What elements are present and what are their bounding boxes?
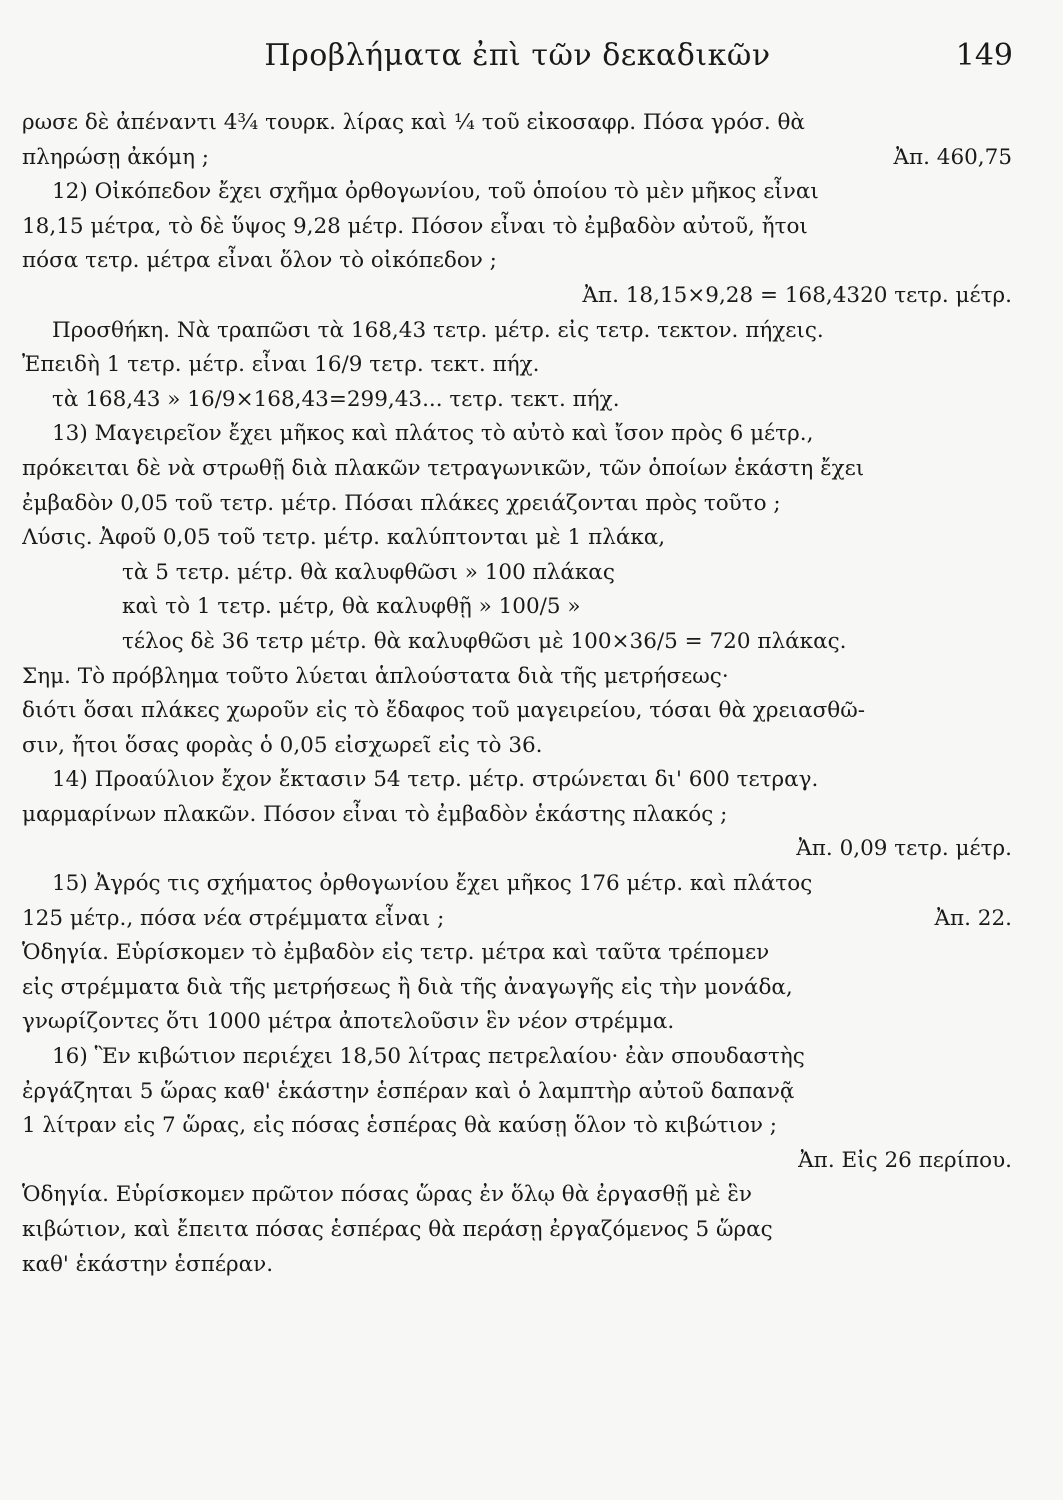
text-line	[22, 1075, 1012, 1110]
text-line	[22, 729, 1012, 764]
answer-text: Ἀπ. 460,75	[893, 144, 1012, 170]
line-text: 13) Μαγειρεῖον ἔχει μῆκος καὶ πλάτος τὸ αὐτὸ καὶ ἴσον πρὸς 6 μέτρ.,	[52, 421, 814, 447]
text-line	[22, 660, 1012, 695]
text-line	[22, 175, 1012, 210]
line-text: Ἀπ. 18,15×9,28 = 168,4320 τετρ. μέτρ.	[582, 282, 1012, 308]
line-text: Ἐπειδὴ 1 τετρ. μέτρ. εἶναι 16/9 τετρ. τεκτ. πήχ.	[22, 352, 540, 378]
text-line	[22, 1005, 1012, 1040]
line-text: γνωρίζοντες ὅτι 1000 μέτρα ἀποτελοῦσιν ἓν νέον στρέμμα.	[22, 1009, 675, 1035]
answer-text: Ἀπ. 22.	[934, 905, 1012, 931]
line-text: πληρώσῃ ἀκόμη ;	[22, 144, 210, 170]
line-text: καθ' ἑκάστην ἑσπέραν.	[22, 1251, 274, 1277]
text-line	[22, 1248, 1012, 1283]
page-number: 149	[955, 38, 1013, 73]
line-text: 1 λίτραν εἰς 7 ὥρας, εἰς πόσας ἑσπέρας θὰ καύσῃ ὅλον τὸ κιβώτιον ;	[22, 1113, 778, 1139]
text-line	[22, 832, 1012, 867]
page-header	[22, 38, 1013, 78]
line-text: 15) Ἀγρός τις σχήματος ὀρθογωνίου ἔχει μῆκος 176 μέτρ. καὶ πλάτος	[52, 871, 813, 897]
text-line	[22, 279, 1012, 314]
line-text: Λύσις. Ἀφοῦ 0,05 τοῦ τετρ. μέτρ. καλύπτονται μὲ 1 πλάκα,	[22, 525, 666, 551]
line-text: μαρμαρίνων πλακῶν. Πόσον εἶναι τὸ ἐμβαδὸν ἑκάστης πλακός ;	[22, 801, 728, 827]
line-text: Ὁδηγία. Εὑρίσκομεν τὸ ἐμβαδὸν εἰς τετρ. μέτρα καὶ ταῦτα τρέπομεν	[22, 940, 770, 966]
line-text: Ἀπ. 0,09 τετρ. μέτρ.	[796, 836, 1012, 862]
line-text: πρόκειται δὲ νὰ στρωθῇ διὰ πλακῶν τετραγωνικῶν, τῶν ὁποίων ἑκάστη ἔχει	[22, 455, 865, 481]
text-line	[22, 1040, 1012, 1075]
line-text: 18,15 μέτρα, τὸ δὲ ὕψος 9,28 μέτρ. Πόσον εἶναι τὸ ἐμβαδὸν αὐτοῦ, ἤτοι	[22, 213, 808, 239]
line-text: ρωσε δὲ ἀπέναντι 4¾ τουρκ. λίρας καὶ ¼ τοῦ εἰκοσαφρ. Πόσα γρόσ. θὰ	[22, 110, 805, 135]
line-text: εἰς στρέμματα διὰ τῆς μετρήσεως ἢ διὰ τῆς ἀναγωγῆς εἰς τὴν μονάδα,	[22, 974, 793, 1000]
line-text: Σημ. Τὸ πρόβλημα τοῦτο λύεται ἁπλούστατα διὰ τῆς μετρήσεως·	[22, 663, 729, 689]
line-text: 12) Οἰκόπεδον ἔχει σχῆμα ὀρθογωνίου, τοῦ ὁποίου τὸ μὲν μῆκος εἶναι	[52, 179, 819, 205]
text-line	[22, 141, 1012, 176]
text-line	[22, 763, 1012, 798]
text-line	[22, 867, 1012, 902]
line-text: 14) Προαύλιον ἔχον ἔκτασιν 54 τετρ. μέτρ. στρώνεται δι' 600 τετραγ.	[52, 767, 819, 793]
text-line	[22, 383, 1012, 418]
line-text: ἐργάζηται 5 ὥρας καθ' ἑκάστην ἑσπέραν καὶ ὁ λαμπτὴρ αὐτοῦ δαπανᾷ	[22, 1078, 795, 1104]
text-line	[22, 694, 1012, 729]
line-text: κιβώτιον, καὶ ἔπειτα πόσας ἑσπέρας θὰ περάσῃ ἐργαζόμενος 5 ὥρας	[22, 1217, 773, 1242]
text-line	[22, 521, 1012, 556]
line-text: τὰ 168,43 » 16/9×168,43=299,43... τετρ. τεκτ. πήχ.	[52, 386, 620, 412]
text-line	[22, 798, 1012, 833]
text-line	[22, 625, 1012, 660]
line-text: Ἀπ. Εἰς 26 περίπου.	[798, 1147, 1012, 1173]
line-text: πόσα τετρ. μέτρα εἶναι ὅλον τὸ οἰκόπεδον ;	[22, 248, 497, 274]
running-title: Προβλήματα ἐπὶ τῶν δεκαδικῶν	[264, 38, 771, 73]
text-line	[22, 210, 1012, 245]
text-line	[22, 971, 1012, 1006]
text-line	[22, 1178, 1012, 1213]
line-text: σιν, ἤτοι ὅσας φορὰς ὁ 0,05 εἰσχωρεῖ εἰς τὸ 36.	[22, 732, 543, 758]
text-line	[22, 452, 1012, 487]
text-line	[22, 902, 1012, 937]
text-line	[22, 556, 1012, 591]
line-text: 125 μέτρ., πόσα νέα στρέμματα εἶναι ;	[22, 905, 445, 931]
line-text: Ὁδηγία. Εὑρίσκομεν πρῶτον πόσας ὥρας ἐν ὅλῳ θὰ ἐργασθῇ μὲ ἓν	[22, 1182, 752, 1208]
text-line	[22, 487, 1012, 522]
line-text: ἐμβαδὸν 0,05 τοῦ τετρ. μέτρ. Πόσαι πλάκες χρειάζονται πρὸς τοῦτο ;	[22, 490, 781, 516]
line-text: 16) Ἓν κιβώτιον περιέχει 18,50 λίτρας πετρελαίου· ἐὰν σπουδαστὴς	[52, 1044, 805, 1070]
line-text: καὶ τὸ 1 τετρ. μέτρ, θὰ καλυφθῇ » 100/5 »	[122, 594, 581, 620]
line-text: τέλος δὲ 36 τετρ μέτρ. θὰ καλυφθῶσι μὲ 100×36/5 = 720 πλάκας.	[122, 628, 847, 654]
text-line	[22, 1213, 1012, 1248]
text-line	[22, 1144, 1012, 1179]
text-line	[22, 417, 1012, 452]
text-body	[22, 106, 1012, 1282]
line-text: Προσθήκη. Νὰ τραπῶσι τὰ 168,43 τετρ. μέτρ. εἰς τετρ. τεκτον. πήχεις.	[52, 317, 824, 343]
text-line	[22, 106, 1012, 141]
text-line	[22, 1109, 1012, 1144]
text-line	[22, 590, 1012, 625]
text-line	[22, 244, 1012, 279]
text-line	[22, 348, 1012, 383]
text-line	[22, 314, 1012, 349]
line-text: διότι ὅσαι πλάκες χωροῦν εἰς τὸ ἔδαφος τοῦ μαγειρείου, τόσαι θὰ χρειασθῶ-	[22, 698, 866, 724]
text-line	[22, 936, 1012, 971]
line-text: τὰ 5 τετρ. μέτρ. θὰ καλυφθῶσι » 100 πλάκας	[122, 559, 615, 585]
